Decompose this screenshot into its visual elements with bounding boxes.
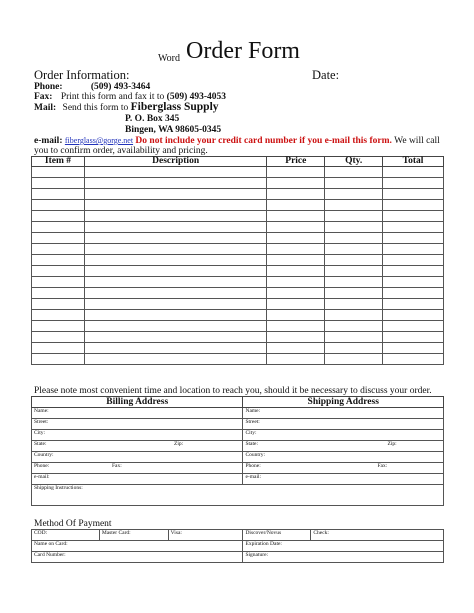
item-number-cell[interactable] — [32, 332, 85, 343]
item-number-cell[interactable] — [32, 200, 85, 211]
qty-cell[interactable] — [325, 222, 383, 233]
table-row — [32, 310, 444, 321]
warning-text: Do not include your credit card number if you e-mail this form. — [135, 136, 392, 146]
price-cell[interactable] — [267, 332, 325, 343]
price-cell[interactable] — [267, 222, 325, 233]
total-cell[interactable] — [383, 310, 444, 321]
table-row — [32, 167, 444, 178]
price-cell[interactable] — [267, 321, 325, 332]
price-cell[interactable] — [267, 343, 325, 354]
method-of-payment-heading: Method Of Payment — [34, 519, 112, 529]
description-cell[interactable] — [84, 310, 267, 321]
total-cell[interactable] — [383, 233, 444, 244]
description-cell[interactable] — [84, 288, 267, 299]
table-row — [32, 189, 444, 200]
description-cell[interactable] — [84, 211, 267, 222]
qty-cell[interactable] — [325, 299, 383, 310]
table-row — [32, 211, 444, 222]
description-cell[interactable] — [84, 343, 267, 354]
qty-cell[interactable] — [325, 244, 383, 255]
price-cell[interactable] — [267, 288, 325, 299]
table-row — [32, 178, 444, 189]
total-header: Total — [383, 157, 444, 167]
field-label: Zip: — [387, 441, 397, 447]
field-label: COD: — [34, 530, 48, 536]
total-cell[interactable] — [383, 277, 444, 288]
table-row — [32, 244, 444, 255]
item-number-cell[interactable] — [32, 277, 85, 288]
phone-line — [34, 82, 150, 92]
address-table — [31, 396, 444, 506]
field-label: City: — [245, 430, 257, 436]
field-label: Country: — [34, 452, 54, 458]
table-row — [32, 255, 444, 266]
table-row — [32, 222, 444, 233]
price-cell[interactable] — [267, 299, 325, 310]
price-cell[interactable] — [267, 178, 325, 189]
price-cell[interactable] — [267, 167, 325, 178]
field-label: Check: — [313, 530, 329, 536]
contact-note: Please note most convenient time and location to reach you, should it be necessary to discuss your order. — [34, 386, 432, 396]
field-label: Master Card: — [101, 530, 131, 536]
field-label: Name: — [245, 408, 261, 414]
item-number-header: Item # — [32, 157, 85, 167]
total-cell[interactable] — [383, 321, 444, 332]
fax-label: Fax: — [34, 92, 53, 102]
billing-name-field[interactable] — [32, 408, 243, 419]
shipping-phone-fax-field[interactable] — [243, 463, 444, 474]
description-cell[interactable] — [84, 200, 267, 211]
qty-cell[interactable] — [325, 178, 383, 189]
shipping-address-heading: Shipping Address — [243, 397, 444, 408]
qty-cell[interactable] — [325, 255, 383, 266]
qty-cell[interactable] — [325, 332, 383, 343]
total-cell[interactable] — [383, 211, 444, 222]
field-label: Phone: — [245, 463, 261, 469]
description-cell[interactable] — [84, 178, 267, 189]
mail-label: Mail: — [34, 103, 57, 113]
billing-city-field[interactable] — [32, 430, 243, 441]
mail-line — [34, 101, 219, 113]
shipping-name-field[interactable] — [243, 408, 444, 419]
table-row — [32, 332, 444, 343]
total-cell[interactable] — [383, 332, 444, 343]
price-header: Price — [267, 157, 325, 167]
description-cell[interactable] — [84, 222, 267, 233]
total-cell[interactable] — [383, 222, 444, 233]
items-header-row — [32, 157, 444, 167]
billing-country-field[interactable] — [32, 452, 243, 463]
price-cell[interactable] — [267, 277, 325, 288]
shipping-state-zip-field[interactable] — [243, 441, 444, 452]
total-cell[interactable] — [383, 189, 444, 200]
word-label: Word — [158, 53, 180, 64]
order-information-heading: Order Information: — [34, 68, 130, 82]
field-label: State: — [245, 441, 258, 447]
qty-cell[interactable] — [325, 189, 383, 200]
qty-cell[interactable] — [325, 266, 383, 277]
item-number-cell[interactable] — [32, 310, 85, 321]
item-number-cell[interactable] — [32, 167, 85, 178]
price-cell[interactable] — [267, 310, 325, 321]
billing-address-heading: Billing Address — [32, 397, 243, 408]
table-row — [32, 277, 444, 288]
qty-cell[interactable] — [325, 354, 383, 365]
field-label: Zip: — [174, 441, 184, 447]
item-number-cell[interactable] — [32, 222, 85, 233]
po-box: P. O. Box 345 — [125, 114, 180, 124]
field-label: Shipping Instructions: — [34, 485, 83, 491]
field-label: Street: — [245, 419, 260, 425]
item-number-cell[interactable] — [32, 233, 85, 244]
date-label: Date: — [312, 68, 340, 82]
qty-cell[interactable] — [325, 167, 383, 178]
name-on-card-field[interactable] — [32, 541, 243, 552]
master-card-field[interactable] — [99, 530, 168, 541]
fax-text: Print this form and fax it to — [60, 92, 165, 102]
field-label: Phone: — [34, 463, 50, 469]
items-table — [31, 156, 444, 365]
item-number-cell[interactable] — [32, 255, 85, 266]
total-cell[interactable] — [383, 167, 444, 178]
qty-cell[interactable] — [325, 310, 383, 321]
description-cell[interactable] — [84, 167, 267, 178]
field-label: Signature: — [245, 552, 269, 558]
item-number-cell[interactable] — [32, 178, 85, 189]
item-number-cell[interactable] — [32, 189, 85, 200]
email-line — [34, 136, 440, 146]
field-label: Street: — [34, 419, 49, 425]
price-cell[interactable] — [267, 354, 325, 365]
shipping-city-field[interactable] — [243, 430, 444, 441]
total-cell[interactable] — [383, 288, 444, 299]
description-cell[interactable] — [84, 244, 267, 255]
item-number-cell[interactable] — [32, 266, 85, 277]
table-row — [32, 299, 444, 310]
table-row — [32, 200, 444, 211]
table-row — [32, 343, 444, 354]
qty-cell[interactable] — [325, 200, 383, 211]
total-cell[interactable] — [383, 266, 444, 277]
confirm-text: you to confirm order, availability and pricing. — [34, 146, 208, 156]
table-row — [32, 266, 444, 277]
total-cell[interactable] — [383, 299, 444, 310]
billing-phone-fax-field[interactable] — [32, 463, 243, 474]
field-label: Card Number: — [34, 552, 66, 558]
table-row — [32, 288, 444, 299]
call-text: We will call — [394, 136, 440, 146]
description-header: Description — [84, 157, 267, 167]
signature-field[interactable] — [243, 552, 444, 563]
billing-street-field[interactable] — [32, 419, 243, 430]
mail-text: Send this form to — [62, 103, 129, 113]
description-cell[interactable] — [84, 233, 267, 244]
table-row — [32, 233, 444, 244]
shipping-country-field[interactable] — [243, 452, 444, 463]
email-label: e-mail: — [34, 136, 63, 146]
total-cell[interactable] — [383, 255, 444, 266]
qty-cell[interactable] — [325, 277, 383, 288]
price-cell[interactable] — [267, 255, 325, 266]
total-cell[interactable] — [383, 354, 444, 365]
qty-cell[interactable] — [325, 233, 383, 244]
field-label: Discover/Novus — [245, 530, 282, 536]
field-label: Visa: — [170, 530, 182, 536]
price-cell[interactable] — [267, 233, 325, 244]
payment-table — [31, 529, 444, 563]
field-label: Expiration Date: — [245, 541, 282, 547]
field-label: City: — [34, 430, 46, 436]
shipping-email-field[interactable] — [243, 474, 444, 485]
field-label: Fax: — [112, 463, 122, 469]
shipping-instructions-field[interactable] — [32, 485, 444, 506]
field-label: Name on Card: — [34, 541, 68, 547]
description-cell[interactable] — [84, 299, 267, 310]
company-name: Fiberglass Supply — [130, 101, 219, 113]
billing-email-field[interactable] — [32, 474, 243, 485]
field-label: e-mail: — [245, 474, 262, 480]
description-cell[interactable] — [84, 332, 267, 343]
item-number-cell[interactable] — [32, 244, 85, 255]
field-label: Name: — [34, 408, 49, 414]
total-cell[interactable] — [383, 200, 444, 211]
qty-cell[interactable] — [325, 321, 383, 332]
email-link[interactable]: fiberglass@gorge.net — [64, 136, 134, 145]
shipping-street-field[interactable] — [243, 419, 444, 430]
table-row — [32, 354, 444, 365]
item-number-cell[interactable] — [32, 321, 85, 332]
description-cell[interactable] — [84, 354, 267, 365]
billing-state-zip-field[interactable] — [32, 441, 243, 452]
item-number-cell[interactable] — [32, 299, 85, 310]
total-cell[interactable] — [383, 244, 444, 255]
item-number-cell[interactable] — [32, 343, 85, 354]
field-label: State: — [34, 441, 47, 447]
description-cell[interactable] — [84, 321, 267, 332]
total-cell[interactable] — [383, 343, 444, 354]
qty-cell[interactable] — [325, 288, 383, 299]
description-cell[interactable] — [84, 266, 267, 277]
check-field[interactable] — [311, 530, 444, 541]
qty-cell[interactable] — [325, 211, 383, 222]
field-label: Fax: — [377, 463, 388, 469]
description-cell[interactable] — [84, 277, 267, 288]
cod-field[interactable] — [32, 530, 100, 541]
total-cell[interactable] — [383, 178, 444, 189]
item-number-cell[interactable] — [32, 211, 85, 222]
description-cell[interactable] — [84, 189, 267, 200]
page-title: Order Form — [186, 38, 300, 64]
item-number-cell[interactable] — [32, 354, 85, 365]
qty-header: Qty. — [325, 157, 383, 167]
price-cell[interactable] — [267, 200, 325, 211]
price-cell[interactable] — [267, 266, 325, 277]
field-label: e-mail: — [34, 474, 50, 480]
price-cell[interactable] — [267, 211, 325, 222]
city-line: Bingen, WA 98605-0345 — [125, 125, 222, 135]
table-row — [32, 321, 444, 332]
phone-label: Phone: — [34, 82, 63, 92]
discover-field[interactable] — [243, 530, 311, 541]
expiration-date-field[interactable] — [243, 541, 444, 552]
price-cell[interactable] — [267, 244, 325, 255]
qty-cell[interactable] — [325, 343, 383, 354]
price-cell[interactable] — [267, 189, 325, 200]
description-cell[interactable] — [84, 255, 267, 266]
item-number-cell[interactable] — [32, 288, 85, 299]
card-number-field[interactable] — [32, 552, 243, 563]
field-label: Country: — [245, 452, 266, 458]
fax-value: (509) 493-4053 — [166, 92, 227, 102]
phone-value: (509) 493-3464 — [90, 82, 151, 92]
visa-field[interactable] — [168, 530, 243, 541]
